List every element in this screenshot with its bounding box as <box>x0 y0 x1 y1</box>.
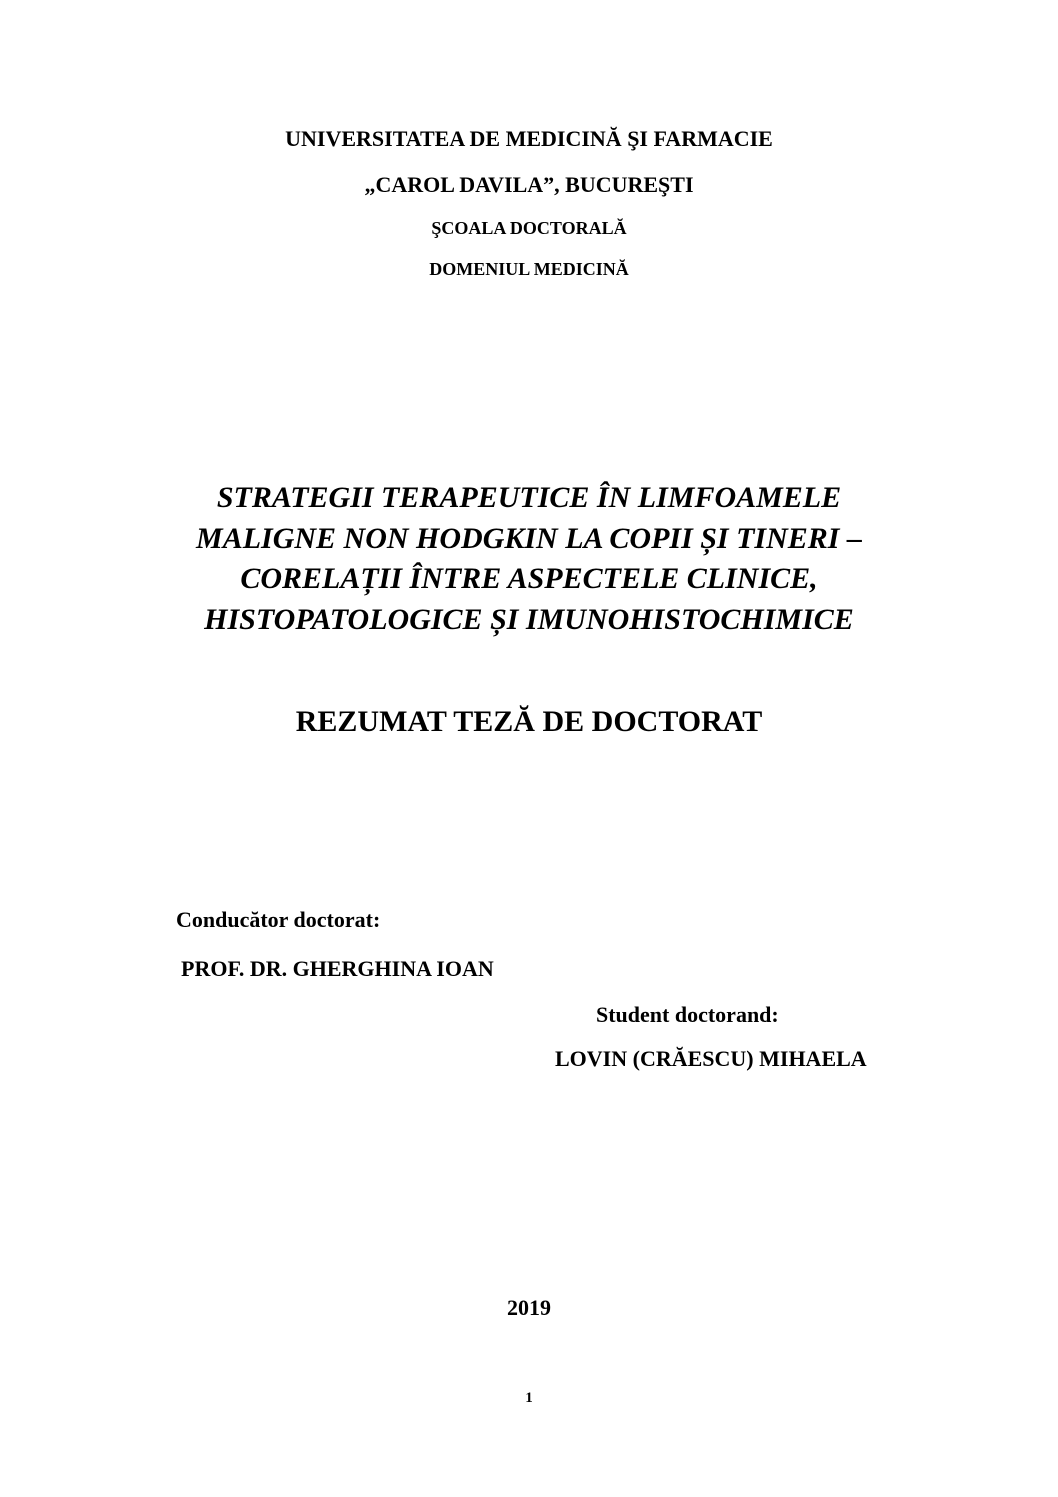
thesis-title-line: HISTOPATOLOGICE ȘI IMUNOHISTOCHIMICE <box>204 602 854 636</box>
year: 2019 <box>507 1295 551 1320</box>
university-subname: „CAROL DAVILA”, BUCUREŞTI <box>364 172 694 197</box>
student-label: Student doctorand: <box>596 1002 779 1027</box>
medical-domain: DOMENIUL MEDICINĂ <box>429 259 629 279</box>
thesis-subtitle: REZUMAT TEZĂ DE DOCTORAT <box>295 705 763 738</box>
thesis-title <box>0 478 1058 640</box>
thesis-title-line: MALIGNE NON HODGKIN LA COPII ȘI TINERI – <box>196 521 862 555</box>
thesis-title-line: CORELAȚII ÎNTRE ASPECTELE CLINICE, <box>240 562 818 595</box>
page-number: 1 <box>525 1390 533 1406</box>
advisor-name: PROF. DR. GHERGHINA IOAN <box>181 956 494 981</box>
thesis-title-line: STRATEGII TERAPEUTICE ÎN LIMFOAMELE <box>216 481 842 514</box>
student-name: LOVIN (CRĂESCU) MIHAELA <box>555 1046 867 1071</box>
advisor-label: Conducător doctorat: <box>176 907 381 932</box>
doctoral-school: ŞCOALA DOCTORALĂ <box>431 218 627 238</box>
university-name: UNIVERSITATEA DE MEDICINĂ ŞI FARMACIE <box>285 126 773 151</box>
